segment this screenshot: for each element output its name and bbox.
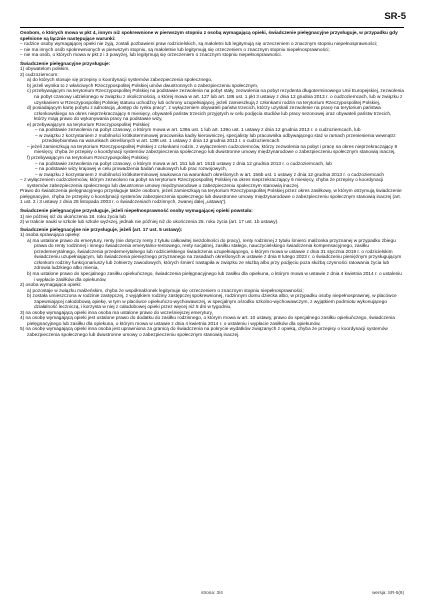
eligibility-2a: a) do których stosuje się przepisy o koordynacji systemów zabezpieczenia społecznego, bbox=[27, 78, 213, 84]
eligibility-2f: f) przebywającym na terytorium Rzeczypospolitej Polskiej: bbox=[27, 156, 149, 162]
exclusion-1b: b) ma ustalone prawo do specjalnego zasiłku opiekuńczego, świadczenia pielęgnacyjnego lub zasiłku dla opiekuna, o którym mowa w ustawie z dnia 4 kwietnia 2014 r. o ustaleniu i wypłacie zasiłków dla opiekunów, bbox=[27, 271, 402, 283]
condition-3: – nie ma osób, o których mowa w pkt 2 i 3 powyżej, lub legitymują się orzeczeniem o znacznym stopniu niepełnosprawności. bbox=[20, 53, 282, 59]
onset-1: 1) nie później niż do ukończenia 18. roku życia lub bbox=[20, 214, 126, 220]
eligibility-2f-2: – na podstawie wizy krajowej w celu prowadzenia badań naukowych lub prac rozwojowych, bbox=[35, 167, 227, 173]
exclusion-5: 5) na osobę wymagającą opieki inna osoba jest uprawniona za granicą do świadczenia na pokrycie wydatków związanych z opieką, chyba że przepisy o koordynacji systemów zabezpieczenia społecznego lub dwustronne umowy o zabezpieczeniu społecznym stanowią inaczej. bbox=[20, 327, 388, 338]
condition-1: – rodzice osoby wymagającej opieki nie żyją, zostali pozbawieni praw rodzicielskich, są małoletni lub legitymują się orzeczeniem o znacznym stopniu niepełnosprawności; bbox=[20, 42, 378, 48]
page-number: strona: 3/4 bbox=[201, 590, 223, 595]
document-body bbox=[20, 31, 404, 339]
exclusion-4: 4) na osobę wymagającą opieki jest ustalone prawo do dodatku do zasiłku rodzinnego, o którym mowa w art. 10 ustawy, prawo do specjalnego zasiłku opiekuńczego, świadczenia pielęgnacyjnego lub zasiłku dla opiekuna, o którym mowa w ustawie z dnia 4 kwietnia 2014 r. o ustaleniu i wypłacie zasiłków dla opiekunów, bbox=[20, 316, 395, 327]
eligibility-2b: b) jeżeli wynika to z właściwych Rzeczypospolitej Polskiej umów dwustronnych o zabezpieczeniu społecznym, bbox=[27, 83, 259, 89]
heading-eligibility: Świadczenie pielęgnacyjne przysługuje: bbox=[20, 61, 111, 67]
eligibility-note: Prawo do świadczenia pielęgnacyjnego przysługuje także osobom, jeżeli zamieszkują na terytorium Rzeczypospolitej Polskiej przez okres zasiłkowy, w którym otrzymują świadczenie pielęgnacyjne, chyba że przepisy o koordynacji systemów zabezpieczenia społecznego lub dwustronne umowy międzynarodowe o zabezpieczeniu społecznym stanowią inaczej (art. 1 ust. 2 i 3 ustawy z dnia 28 listopada 2003 r. o świadczeniach rodzinnych, zwanej dalej „ustawą”). bbox=[20, 189, 402, 206]
exclusion-2a: a) pozostaje w związku małżeńskim, chyba że współmałżonek legitymuje się orzeczeniem o znacznym stopniu niepełnosprawności; bbox=[27, 288, 304, 294]
exclusion-1: 1) osoba sprawująca opiekę: bbox=[20, 233, 81, 239]
exclusion-2: 2) osoba wymagająca opieki: bbox=[20, 283, 82, 289]
eligibility-2c: c) przebywającym na terytorium Rzeczypospolitej Polskiej na podstawie zezwolenia na pobyt stały, zezwolenia na pobyt rezydenta długoterminowego Unii Europejskiej, zezwolenia na pobyt czasowy udzielonego w związku z okolicznością, o której mowa w art. 127 lub art. 186 ust. 1 pkt 3 ustawy z dnia 12 grudnia 2013 r. o cudzoziemcach, lub w związku z uzyskaniem w Rzeczypospolitej Polskiej statusu uchodźcy lub ochrony uzupełniającej, jeżeli zamieszkują z członkami rodzin na terytorium Rzeczypospolitej Polskiej, bbox=[27, 89, 404, 106]
form-version: wersja: SR-5(9) bbox=[372, 590, 404, 595]
eligibility-2f-1: – na podstawie zezwolenia na pobyt czasowy, o którym mowa w art. 151 lub art. 151b ustawy z dnia 12 grudnia 2013 r. o cudzoziemcach, lub bbox=[35, 161, 332, 167]
exclusion-1a: a) ma ustalone prawo do emerytury, renty (nie dotyczy renty z tytułu całkowitej niezdolności do pracy), renty rodzinnej z tytułu śmierci małżonka przyznanej w przypadku zbiegu prawa do renty rodzinnej i innego świadczenia emerytalno-rentowego, renty socjalnej, zasiłku stałego, nauczycielskiego świadczenia kompensacyjnego, zasiłku przedemerytalnego, świadczenia przedemerytalnego lub rodzicielskiego świadczenia uzupełniającego, o którym mowa w ustawie z dnia 31 stycznia 2019 r. o rodzicielskim świadczeniu uzupełniającym, lub świadczenia pieniężnego przyznanego na zasadach określonych w ustawie z dnia 8 lutego 2023 r. o świadczeniu pieniężnym przysługującym członkom rodziny funkcjonariuszy lub żołnierzy zawodowych, których śmierć nastąpiła w związku ze służbą albo przy podjęciu poza służbą czynności ratowania życia lub zdrowia ludzkiego albo mienia, bbox=[27, 238, 402, 272]
top-rule bbox=[20, 27, 404, 28]
eligibility-2e-1: – na podstawie zezwolenia na pobyt czasowy, o którym mowa w art. 139a ust. 1 lub art. 139o ust. 1 ustawy z dnia 12 grudnia 2013 r. o cudzoziemcach, lub bbox=[35, 128, 361, 134]
form-code: SR-5 bbox=[384, 11, 406, 22]
eligibility-2f-cont: – z wyłączeniem cudzoziemców, którym zezwolono na pobyt na terytorium Rzeczypospolitej Polskiej na okres nieprzekraczający 6 miesięcy, chyba że przepisy o koordynacji systemów zabezpieczenia społecznego lub dwustronne umowy międzynarodowe o zabezpieczeniu społecznym stanowią inaczej. bbox=[20, 178, 384, 189]
condition-2: – nie ma innych osób spokrewnionych w pierwszym stopniu, są małoletnie lub legitymują się orzeczeniem o znacznym stopniu niepełnosprawności; bbox=[20, 47, 330, 53]
eligibility-2d: d) posiadającym kartę pobytu z adnotacją „dostęp do rynku pracy”, z wyłączeniem obywateli państw trzecich, którzy uzyskali zezwolenie na pracę na terytorium państwa członkowskiego na okres nieprzekraczający 6 miesięcy, obywateli państw trzecich przyjętych w celu podjęcia studiów lub pracy sezonowej oraz obywateli państw trzecich, którzy mają prawo do wykonywania pracy na podstawie wizy, bbox=[27, 106, 392, 123]
eligibility-1: 1) obywatelom polskim, bbox=[20, 67, 70, 73]
eligibility-2f-3: – w związku z korzystaniem z mobilności krótkoterminowej naukowca na warunkach określonych w art. 156b ust. 1 ustawy z dnia 12 grudnia 2013 r. o cudzoziemcach bbox=[35, 172, 385, 178]
eligibility-2: 2) cudzoziemcom: bbox=[20, 72, 59, 78]
heading-conditions: Osobom, o których mowa w pkt 4, innym niż spokrewnione w pierwszym stopniu z osobą wymagającą opieki, świadczenie pielęgnacyjne przysługuje, w przypadku gdy spełnione są łącznie następujące warunki: bbox=[20, 31, 398, 42]
exclusion-3: 3) na osobę wymagającą opieki inna osoba ma ustalone prawo do wcześniejszej emerytury, bbox=[20, 310, 213, 316]
heading-exclusions: Świadczenie pielęgnacyjne nie przysługuje, jeżeli (art. 17 ust. 5 ustawy): bbox=[20, 227, 183, 233]
heading-onset: Świadczenie pielęgnacyjne przysługuje, jeżeli niepełnosprawność osoby wymagającej opieki powstała: bbox=[20, 208, 253, 214]
exclusion-2b: b) została umieszczona w rodzinie zastępczej, z wyjątkiem rodziny zastępczej spokrewnionej, rodzinnym domu dziecka albo, w przypadku osoby niepełnosprawnej, w placówce zapewniającej całodobową opiekę, w tym w placówce opiekuńczo-wychowawczej, w specjalnym ośrodku szkolno-wychowawczym, z wyjątkiem podmiotu wykonującego działalność leczniczą, i korzysta w niej z całodobowej opieki przez więcej niż 5 dni w tygodniu, bbox=[27, 294, 397, 311]
onset-2: 2) w trakcie nauki w szkole lub szkole wyższej, jednak nie później niż do ukończenia 25. roku życia (art. 17 ust. 1b ustawy). bbox=[20, 220, 279, 226]
eligibility-2e-2: – w związku z korzystaniem z mobilności krótkoterminowej pracownika kadry kierowniczej, specjalisty lub pracownika odbywającego staż w ramach przeniesienia wewnątrz przedsiębiorstwa na warunkach określonych w art. 139t ust. 1 ustawy z dnia 12 grudnia 2013 r. o cudzoziemcach bbox=[35, 133, 396, 145]
eligibility-2e: e) przebywającym na terytorium Rzeczypospolitej Polskiej: bbox=[27, 122, 151, 128]
eligibility-2e-cont: – jeżeli zamieszkują na terytorium Rzeczypospolitej Polskiej z członkami rodzin, z wyłączeniem cudzoziemców, którzy zezwolenia na pobyt i pracę na okres nieprzekraczający 9 miesięcy, chyba że przepisy o koordynacji systemów zabezpieczenia społecznego lub dwustronne umowy międzynarodowe o zabezpieczeniu społecznym stanowią inaczej, bbox=[27, 144, 398, 156]
